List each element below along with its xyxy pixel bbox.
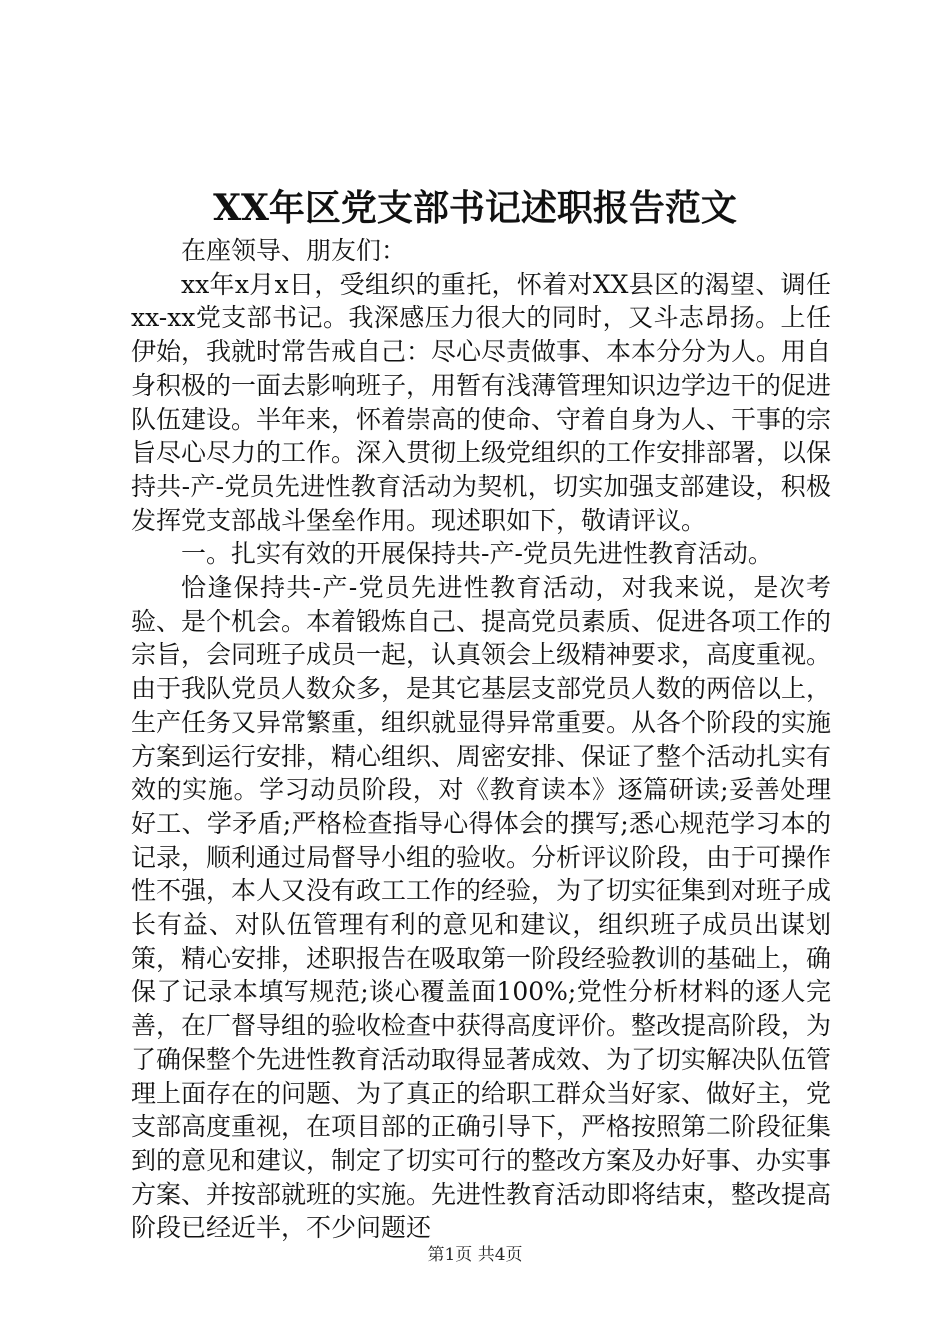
paragraph-section-body: 恰逢保持共-产-党员先进性教育活动，对我来说，是次考验、是个机会。本着锻炼自己、提高党员素质、促进各项工作的宗旨，会同班子成员一起，认真领会上级精神要求，高度重视。由于我队党员人数众多，是其它基层支部党员人数的两倍以上，生产任务又异常繁重，组织就显得异常重要。从各个阶段的实施方案到运行安排，精心组织、周密安排、保证了整个活动扎实有效的实施。学习动员阶段，对《教育读本》逐篇研读;妥善处理好工、学矛盾;严格检查指导心得体会的撰写;悉心规范学习本的记录，顺利通过局督导小组的验收。分析评议阶段，由于可操作性不强，本人又没有政工工作的经验，为了切实征集到对班子成长有益、对队伍管理有利的意见和建议，组织班子成员出谋划策，精心安排，述职报告在吸取第一阶段经验教训的基础上，确保了记录本填写规范;谈心覆盖面100%;党性分析材料的逐人完善，在厂督导组的验收检查中获得高度评价。整改提高阶段，为了确保整个先进性教育活动取得显著成效、为了切实解决队伍管理上面存在的问题、为了真正的给职工群众当好家、做好主，党支部高度重视，在项目部的正确引导下，严格按照第二阶段征集到的意见和建议，制定了切实可行的整改方案及办好事、办实事方案、并按部就班的实施。先进性教育活动即将结束，整改提高阶段已经近半，不少问题还 (131, 573, 832, 1243)
document-body (131, 234, 831, 1245)
page-number-footer: 第1页 共4页 (427, 1245, 523, 1265)
paragraph-intro: xx年x月x日，受组织的重托，怀着对XX县区的渴望、调任xx-xx党支部书记。我深感压力很大的同时，又斗志昂扬。上任伊始，我就时常告戒自己：尽心尽责做事、本本分分为人。用自身积极的一面去影响班子，用暂有浅薄管理知识边学边干的促进队伍建设。半年来，怀着崇高的使命、守着自身为人、干事的宗旨尽心尽力的工作。深入贯彻上级党组织的工作安排部署，以保持共-产-党员先进性教育活动为契机，切实加强支部建设，积极发挥党支部战斗堡垒作用。现述职如下，敬请评议。 (131, 269, 832, 535)
document-title: XX年区党支部书记述职报告范文 (213, 187, 737, 229)
paragraph-section-heading: 一。扎实有效的开展保持共-产-党员先进性教育活动。 (181, 539, 773, 569)
paragraph-greeting: 在座领导、朋友们： (181, 236, 407, 265)
